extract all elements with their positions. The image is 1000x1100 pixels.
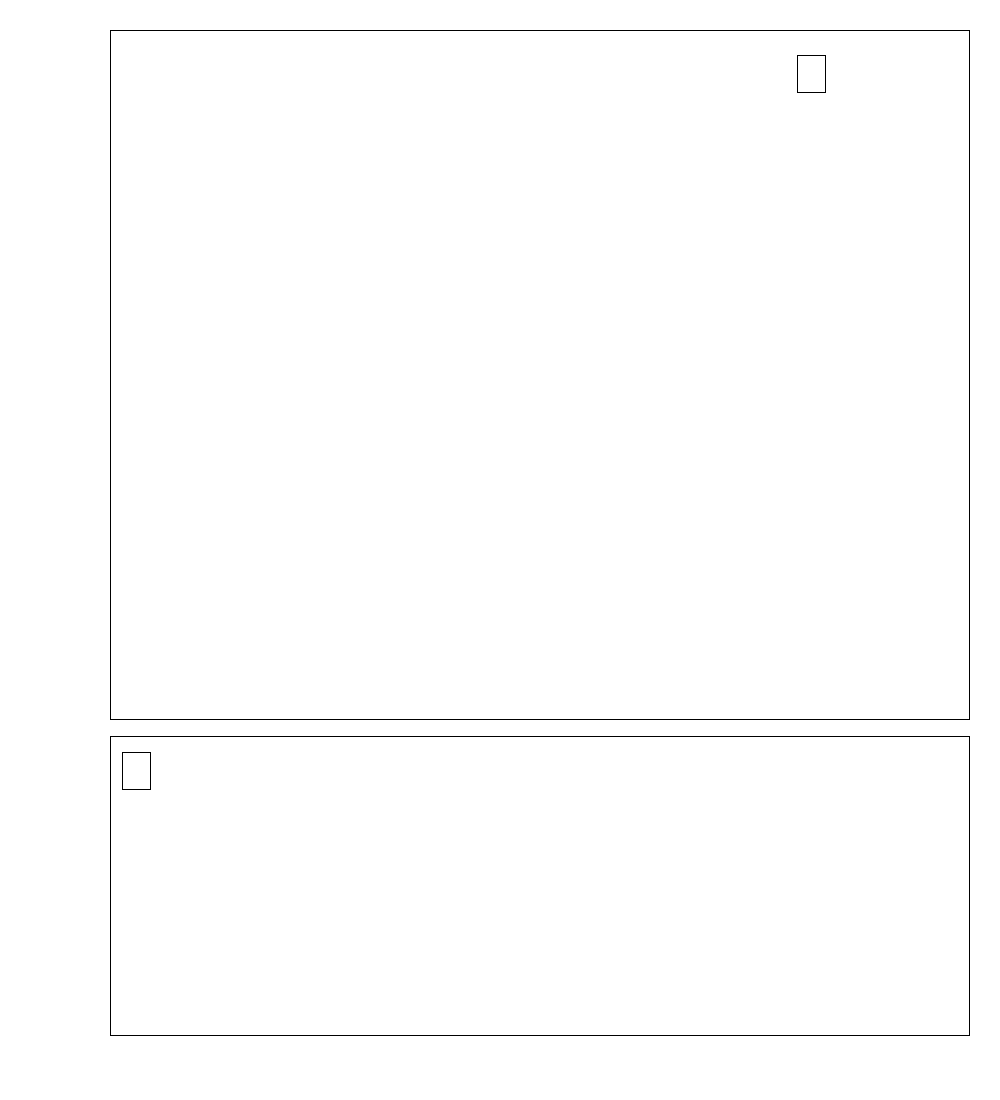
top-legend bbox=[797, 55, 826, 93]
nucleation-swatch bbox=[804, 74, 813, 88]
legend-item-available-ruptures bbox=[129, 757, 144, 771]
legend-item-participation bbox=[804, 60, 819, 74]
available-ruptures-swatch bbox=[129, 757, 138, 771]
legend-item-nucleation bbox=[804, 74, 819, 88]
rupture-count-plot bbox=[110, 736, 970, 1036]
legend-item-utilized-ruptures bbox=[129, 771, 144, 785]
utilized-ruptures-swatch bbox=[129, 771, 138, 785]
incremental-rate-plot bbox=[110, 30, 970, 720]
bottom-legend bbox=[122, 752, 151, 790]
participation-swatch bbox=[804, 60, 813, 74]
